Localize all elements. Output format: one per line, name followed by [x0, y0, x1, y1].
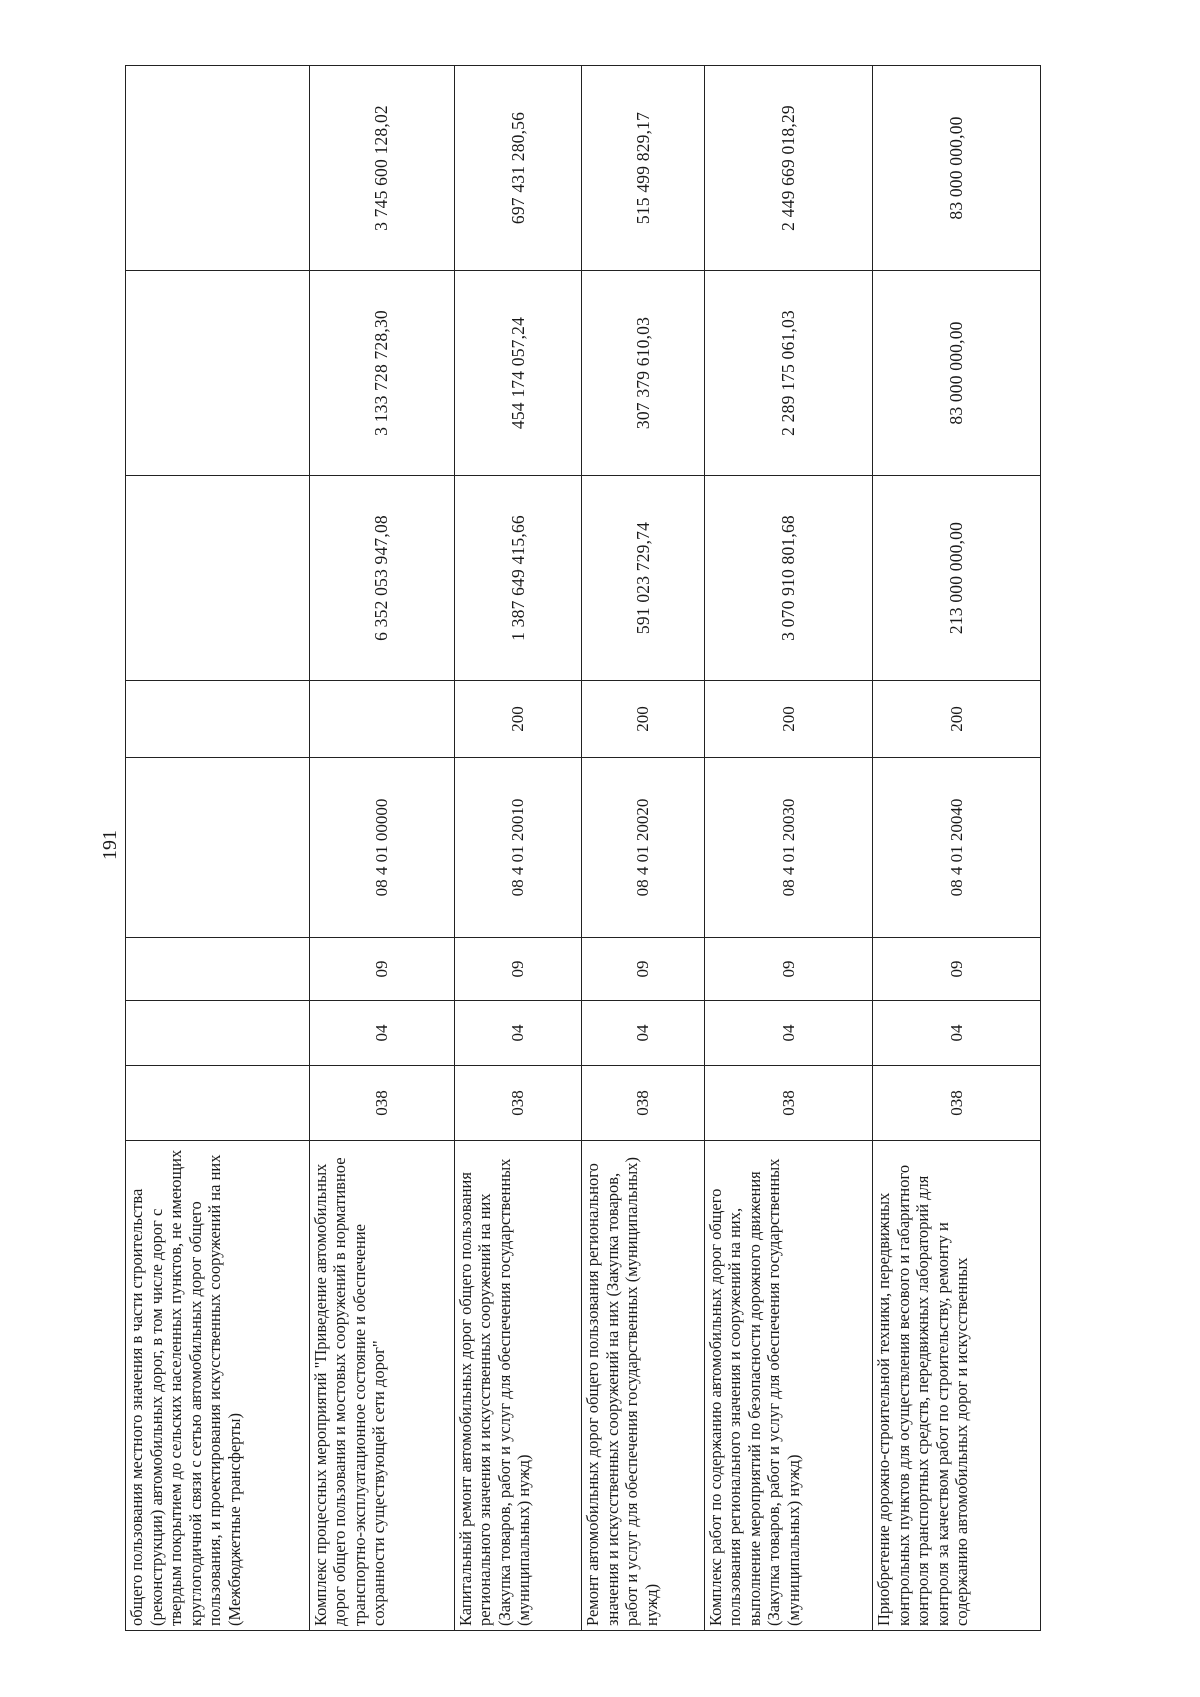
podrazdel-code: 09	[873, 938, 1041, 1001]
amount-year-2: 454 174 057,24	[454, 271, 582, 476]
amount-year-2	[126, 271, 310, 476]
razdel-code	[126, 1001, 310, 1066]
podrazdel-code	[126, 938, 310, 1001]
target-article-code: 08 4 01 20010	[454, 758, 582, 938]
amount-year-3: 515 499 829,17	[582, 66, 705, 271]
razdel-code: 04	[704, 1001, 872, 1066]
expense-type-code: 200	[704, 681, 872, 758]
table-row	[873, 66, 1041, 1631]
amount-year-3: 2 449 669 018,29	[704, 66, 872, 271]
budget-table	[125, 65, 1041, 1631]
amount-year-2: 83 000 000,00	[873, 271, 1041, 476]
row-description: Комплекс работ по содержанию автомобильных дорог общего пользования регионального значения и сооружений на них, выполнение мероприятий по безопасности дорожного движения (Закупка товаров, работ и услуг для обеспечения государственных (муниципальных) нужд)	[704, 1141, 872, 1631]
amount-year-3: 3 745 600 128,02	[309, 66, 454, 271]
admin-code: 038	[454, 1066, 582, 1141]
target-article-code: 08 4 01 20030	[704, 758, 872, 938]
expense-type-code: 200	[582, 681, 705, 758]
amount-year-1: 1 387 649 415,66	[454, 476, 582, 681]
amount-year-3: 697 431 280,56	[454, 66, 582, 271]
row-description: Приобретение дорожно-строительной техники, передвижных контрольных пунктов для осуществления весового и габаритного контроля транспортных средств, передвижных лабораторий для контроля за качеством работ по строительству, ремонту и содержанию автомобильных дорог и искусственных	[873, 1141, 1041, 1631]
amount-year-2: 307 379 610,03	[582, 271, 705, 476]
razdel-code: 04	[454, 1001, 582, 1066]
podrazdel-code: 09	[309, 938, 454, 1001]
admin-code: 038	[873, 1066, 1041, 1141]
podrazdel-code: 09	[454, 938, 582, 1001]
amount-year-3: 83 000 000,00	[873, 66, 1041, 271]
row-description: Комплекс процессных мероприятий "Приведение автомобильных дорог общего пользования и мостовых сооружений в нормативное транспортно-эксплуатационное состояние и обеспечение сохранности существующей сети дорог"	[309, 1141, 454, 1631]
page-number: 191	[99, 830, 121, 860]
table-row	[454, 66, 582, 1631]
podrazdel-code: 09	[582, 938, 705, 1001]
target-article-code: 08 4 01 20040	[873, 758, 1041, 938]
row-description: общего пользования местного значения в части строительства (реконструкции) автомобильных дорог, в том числе дорог с твердым покрытием до сельских населенных пунктов, не имеющих круглогодичной связи с сетью автомобильных дорог общего пользования, и проектирования искусственных сооружений на них (Межбюджетные трансферты)	[126, 1141, 310, 1631]
expense-type-code	[126, 681, 310, 758]
amount-year-3	[126, 66, 310, 271]
admin-code	[126, 1066, 310, 1141]
rotated-table-container	[125, 66, 1041, 1631]
table-row	[309, 66, 454, 1631]
table-row	[126, 66, 310, 1631]
amount-year-1: 213 000 000,00	[873, 476, 1041, 681]
table-row	[582, 66, 705, 1631]
amount-year-2: 2 289 175 061,03	[704, 271, 872, 476]
podrazdel-code: 09	[704, 938, 872, 1001]
target-article-code: 08 4 01 00000	[309, 758, 454, 938]
razdel-code: 04	[309, 1001, 454, 1066]
amount-year-1: 6 352 053 947,08	[309, 476, 454, 681]
amount-year-1: 3 070 910 801,68	[704, 476, 872, 681]
target-article-code: 08 4 01 20020	[582, 758, 705, 938]
expense-type-code: 200	[454, 681, 582, 758]
razdel-code: 04	[873, 1001, 1041, 1066]
row-description: Ремонт автомобильных дорог общего пользования регионального значения и искусственных сооружений на них (Закупка товаров, работ и услуг для обеспечения государственных (муниципальных) нужд)	[582, 1141, 705, 1631]
amount-year-1: 591 023 729,74	[582, 476, 705, 681]
target-article-code	[126, 758, 310, 938]
admin-code: 038	[309, 1066, 454, 1141]
table-row	[704, 66, 872, 1631]
expense-type-code	[309, 681, 454, 758]
admin-code: 038	[704, 1066, 872, 1141]
admin-code: 038	[582, 1066, 705, 1141]
amount-year-2: 3 133 728 728,30	[309, 271, 454, 476]
row-description: Капитальный ремонт автомобильных дорог общего пользования регионального значения и искусственных сооружений на них (Закупка товаров, работ и услуг для обеспечения государственных (муниципальных) нужд)	[454, 1141, 582, 1631]
amount-year-1	[126, 476, 310, 681]
razdel-code: 04	[582, 1001, 705, 1066]
expense-type-code: 200	[873, 681, 1041, 758]
